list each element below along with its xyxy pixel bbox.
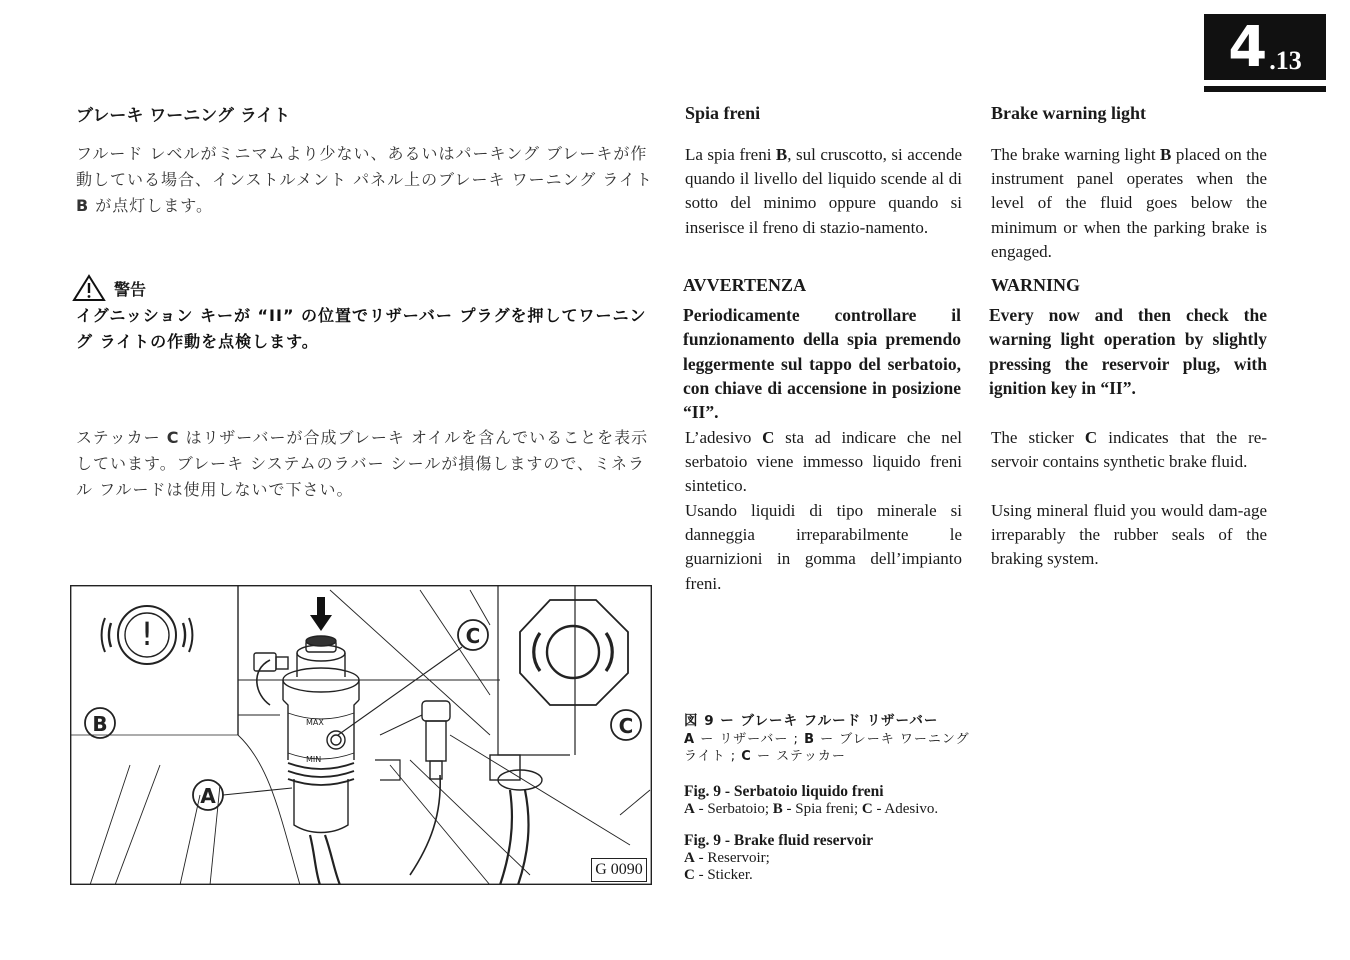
label-c-right: C	[618, 714, 634, 738]
caption-title-en: Fig. 9 - Brake fluid reservoir	[684, 832, 874, 849]
warning-label-en: WARNING	[991, 275, 1081, 295]
paragraph-1-en: The brake warning light B placed on the instrument panel operates when the level of the fluid goes below the minimum or when the parking brake is engaged.	[991, 145, 1267, 261]
caption-jp: 図 9 ー ブレーキ フルード リザーバー A ー リザーバー ; B ー ブレーキ ワーニング ライト ; C ー ステッカー	[684, 713, 974, 766]
label-a: A	[200, 784, 216, 808]
warning-header-jp	[72, 274, 146, 302]
heading-en: Brake warning light	[991, 103, 1147, 123]
callout-c-top	[338, 620, 488, 735]
brake-warning-icon	[102, 606, 193, 664]
ref-c: C	[1084, 428, 1098, 447]
warning-text-it: Periodicamente controllare il funzionamento della spia premendo leggermente sul tappo del serbatoio, con chiave di accensione in posizione “II”.	[683, 305, 961, 423]
ref-c: C	[166, 428, 180, 447]
ref-b: B	[775, 145, 788, 164]
warning-triangle-icon	[72, 274, 106, 302]
caption-en: Fig. 9 - Brake fluid reservoir A - Reservoir; C - Sticker.	[684, 832, 974, 885]
ref-b: B	[1160, 145, 1172, 164]
label-c-top: C	[465, 624, 481, 648]
paragraph-1-it: La spia freni B, sul cruscotto, si accende quando il livello del liquido scende al di sotto del minimo oppure quando si inserisce il freno di stazio-namento.	[685, 145, 963, 237]
paragraph-2-en: The sticker C indicates that the re-servoir contains synthetic brake fluid.	[991, 428, 1267, 472]
label-b: B	[92, 712, 108, 736]
chapter-tab	[1204, 14, 1326, 80]
down-arrow-icon	[310, 597, 332, 631]
warning-glyph: !	[140, 615, 154, 653]
paragraph-3-it: Usando liquidi di tipo minerale si danneggia irreparabilmente le guarnizioni in gomma dell’impianto freni.	[685, 501, 962, 593]
heading-jp: ブレーキ ワーニング ライト	[76, 106, 291, 126]
paragraph-1-jp: フルード レベルがミニマムより少ない、あるいはパーキング ブレーキが作動している場合、インストルメント パネル上のブレーキ ワーニング ライト B が点灯します。	[76, 144, 653, 215]
max-mark: MAX	[306, 718, 324, 727]
chapter-rule	[1204, 86, 1326, 92]
warning-label-jp: 警告	[114, 279, 147, 299]
ref-b: B	[76, 196, 90, 215]
caption-it: Fig. 9 - Serbatoio liquido freni A - Serbatoio; B - Spia freni; C - Adesivo.	[684, 783, 974, 818]
min-mark: MIN	[306, 755, 322, 764]
figure-brake-reservoir	[70, 585, 652, 885]
brake-symbol-icon	[520, 600, 628, 705]
caption-title-it: Fig. 9 - Serbatoio liquido freni	[684, 783, 884, 800]
figure-drawing	[70, 585, 652, 885]
sensor-drawing	[375, 701, 542, 790]
reservoir-drawing	[254, 636, 359, 833]
figure-code: G 0090	[591, 858, 647, 882]
paragraph-3-en: Using mineral fluid you would dam-age irreparably the rubber seals of the braking system.	[991, 501, 1267, 569]
callout-c-right	[611, 710, 641, 740]
chapter-page: .13	[1269, 46, 1302, 75]
warning-text-jp: イグニッション キーが “II” の位置でリザーバー プラグを押してワーニング ライトの作動を点検します。	[76, 306, 647, 351]
warning-label-it: AVVERTENZA	[683, 275, 807, 295]
heading-it: Spia freni	[685, 103, 761, 123]
paragraph-2-jp: ステッカー C はリザーバーが合成ブレーキ オイルを含んでいることを表示しています。ブレーキ システムのラバー シールが損傷しますので、ミネラル フルードは使用しないで下さい。	[76, 428, 649, 499]
chapter-number: 4	[1228, 15, 1268, 80]
ref-c: C	[762, 428, 775, 447]
caption-title-jp: 図 9 ー ブレーキ フルード リザーバー	[684, 713, 939, 729]
paragraph-2-it: L’adesivo C sta ad indicare che nel serbatoio viene immesso liquido freni sintetico.	[685, 428, 962, 496]
callout-b	[85, 708, 115, 738]
warning-text-en: Every now and then check the warning light operation by slightly pressing the reservoir plug, with ignition key in “II”.	[989, 305, 1267, 398]
